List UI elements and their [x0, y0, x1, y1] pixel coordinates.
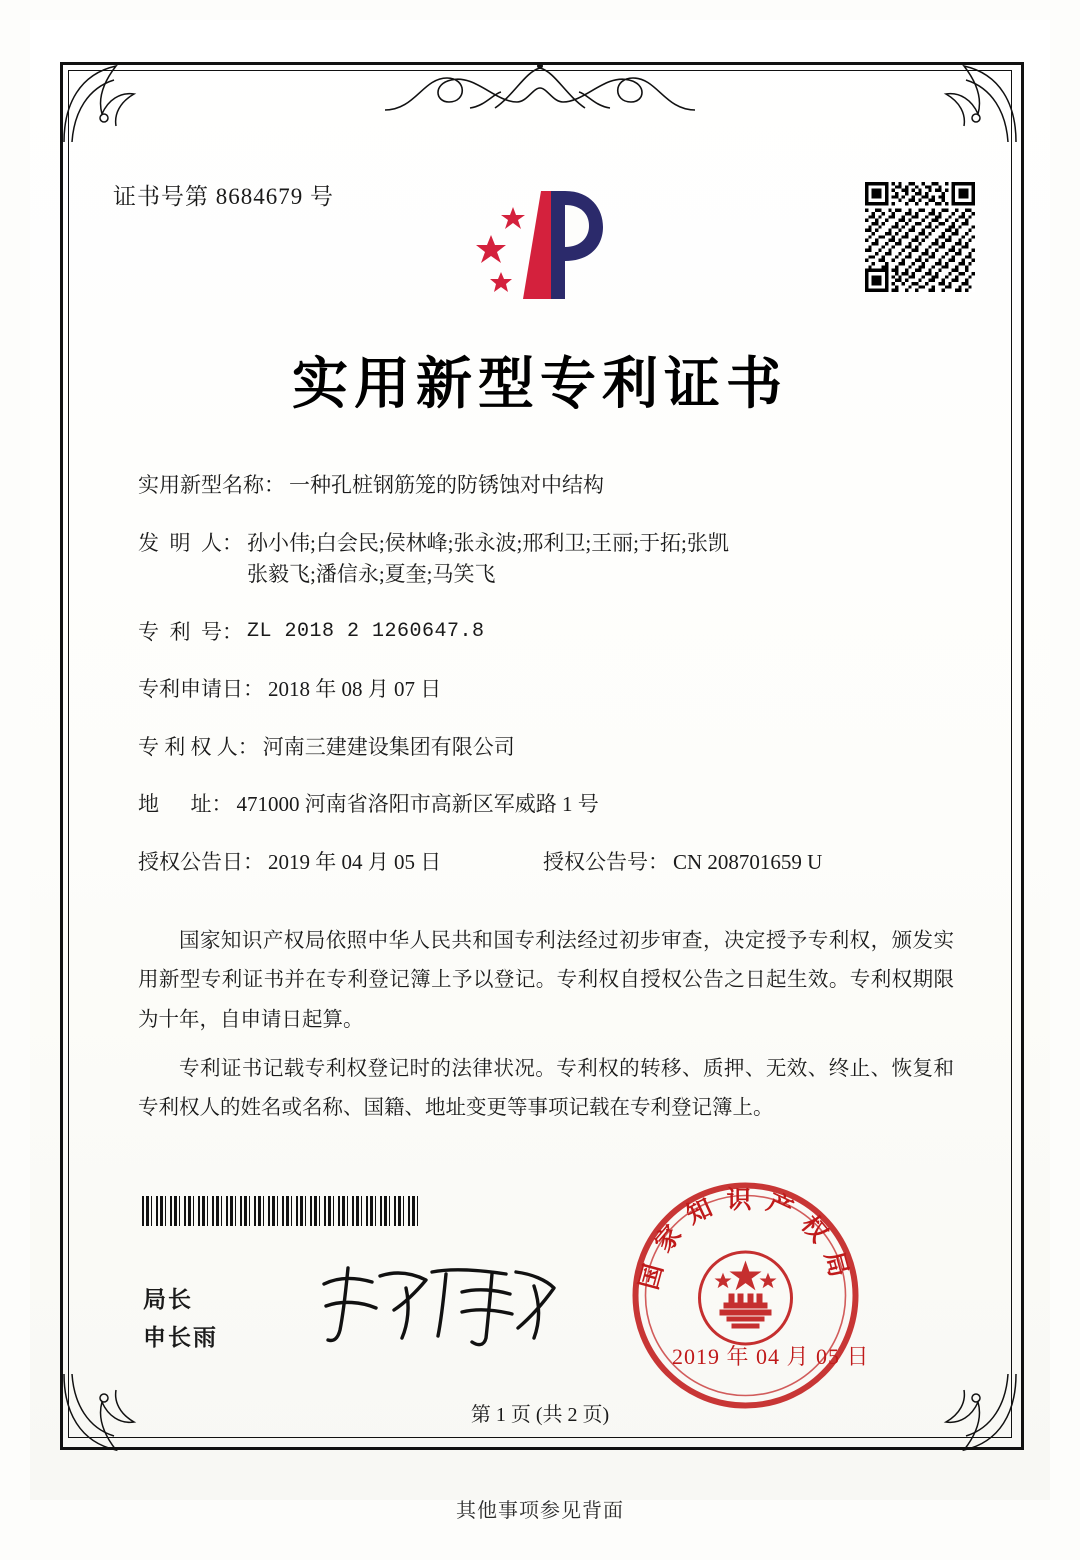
- barcode: [142, 1196, 422, 1226]
- handwritten-signature-icon: [310, 1258, 570, 1348]
- field-row-grant-info: [138, 847, 948, 879]
- field-value: 一种孔桩钢筋笼的防锈蚀对中结构: [289, 473, 604, 497]
- field-label: 专利申请日：: [138, 677, 264, 701]
- field-row-application-date: [138, 674, 948, 706]
- field-value: ZL 2018 2 1260647.8: [247, 619, 485, 643]
- certificate-number: 证书号第 8684679 号: [113, 184, 334, 209]
- field-label: 地 址：: [138, 792, 233, 816]
- field-row-patent-number: [138, 617, 948, 649]
- field-label: 授权公告日：: [138, 849, 264, 874]
- page-indicator: 第 1 页 (共 2 页): [470, 1404, 610, 1426]
- sipo-logo-icon: [465, 175, 625, 315]
- field-row-utility-model-name: [138, 470, 948, 502]
- field-row-patentee: [138, 732, 948, 764]
- field-value: [243, 528, 948, 591]
- field-value: 2019 年 04 月 05 日: [268, 849, 442, 874]
- field-row-inventors: [138, 528, 948, 591]
- field-label: 专 利 权 人：: [138, 734, 259, 759]
- field-label: 授权公告号：: [543, 849, 669, 874]
- field-value: 2018 年 08 月 07 日: [268, 677, 442, 701]
- field-list: [138, 470, 948, 904]
- page-title: 实用新型专利证书: [292, 351, 788, 417]
- field-label: 专 利 号：: [138, 619, 243, 644]
- svg-text:国家知识产权局: 国家知识产权局: [633, 1185, 858, 1293]
- legal-text-block: [138, 922, 954, 1139]
- seal-date: 2019 年 04 月 05 日: [672, 1344, 870, 1369]
- legal-paragraph-2: 专利证书记载专利权登记时的法律状况。专利权的转移、质押、无效、终止、恢复和专利权人的姓名或名称、国籍、地址变更等事项记载在专利登记簿上。: [138, 1058, 954, 1120]
- field-label: 实用新型名称：: [138, 473, 285, 497]
- signature-name: 申长雨: [143, 1324, 218, 1350]
- signature-title: 局长: [143, 1287, 193, 1312]
- ornament-top-icon: [375, 58, 705, 120]
- field-value: 河南三建建设集团有限公司: [262, 734, 515, 759]
- ornament-corner-top-left-icon: [58, 56, 178, 148]
- qr-code: [865, 182, 975, 292]
- legal-paragraph-1: 国家知识产权局依照中华人民共和国专利法经过初步审查，决定授予专利权，颁发实用新型专利证书并在专利登记簿上予以登记。专利权自授权公告之日起生效。专利权期限为十年，自申请日起算。: [138, 930, 954, 1031]
- field-group-announcement-date: [138, 847, 543, 879]
- field-value: 471000 河南省洛阳市高新区军威路 1 号: [236, 792, 599, 816]
- field-value: CN 208701659 U: [673, 849, 823, 874]
- back-side-note: 其他事项参见背面: [456, 1500, 624, 1522]
- field-row-address: [138, 789, 948, 821]
- inventors-line-1: 孙小伟;白会民;侯林峰;张永波;邢利卫;王丽;于拓;张凯: [247, 530, 729, 555]
- ornament-corner-top-right-icon: [902, 56, 1022, 148]
- official-seal: [628, 1178, 863, 1413]
- inventors-line-2: 张毅飞;潘信永;夏奎;马笑飞: [247, 562, 496, 586]
- signature-block: [143, 1281, 218, 1357]
- field-group-announcement-number: [543, 847, 948, 879]
- field-label: 发 明 人：: [138, 530, 243, 555]
